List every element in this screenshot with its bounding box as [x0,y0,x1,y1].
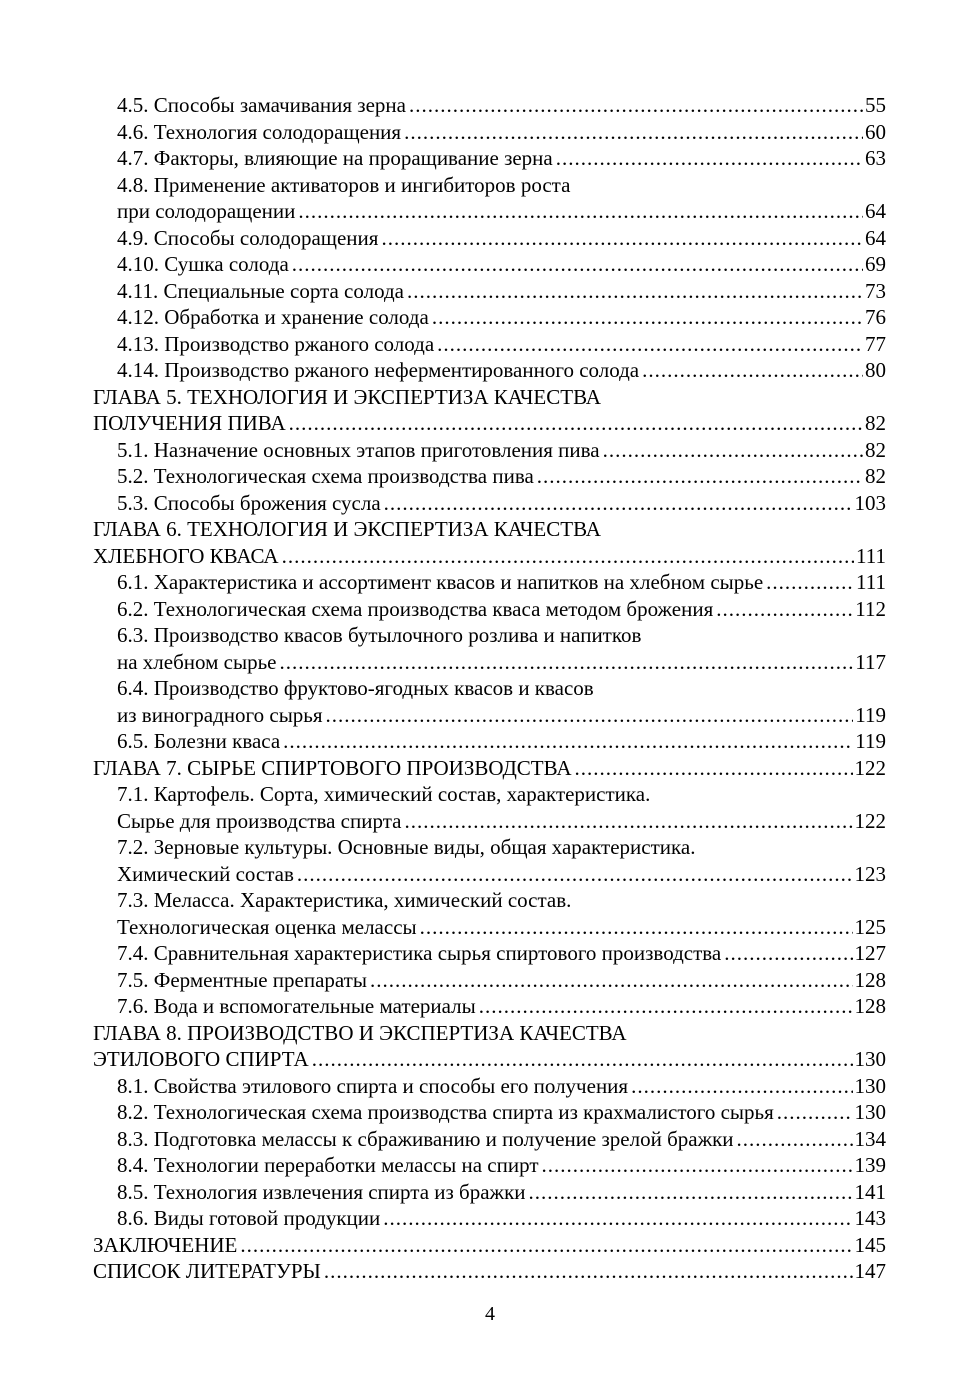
toc-entry [93,649,886,676]
toc-entry [93,225,886,252]
toc-entry-title: ГЛАВА 6. ТЕХНОЛОГИЯ И ЭКСПЕРТИЗА КАЧЕСТВА [93,517,601,541]
toc-entry [93,914,886,941]
toc-entry-title: ЗАКЛЮЧЕНИЕ [93,1232,238,1257]
toc-entry-title: 4.6. Технология солодоращения [117,119,402,144]
toc-entry-page: 147 [854,1259,886,1283]
toc-entry-title: при солодоращении [117,199,296,223]
toc-entry-title: 4.11. Специальные сорта солода [117,278,404,303]
toc-entry-title: 4.5. Способы замачивания зерна [117,93,406,117]
table-of-contents [93,92,886,1285]
dot-leader [240,1232,852,1259]
toc-entry [93,331,886,358]
toc-entry [93,702,886,729]
dot-leader [556,145,863,172]
dot-leader [737,1126,853,1153]
dot-leader [312,1046,853,1073]
toc-entry-page: 69 [865,252,886,276]
toc-entry [93,967,886,994]
dot-leader [383,1205,852,1232]
toc-entry-title: ГЛАВА 7. СЫРЬЕ СПИРТОВОГО ПРОИЗВОДСТВА [93,755,572,780]
toc-entry [93,940,886,967]
toc-entry [93,728,886,755]
toc-entry-title: 7.5. Ферментные препараты [117,967,367,992]
toc-entry [93,834,886,861]
toc-entry-title: 4.10. Сушка солода [117,252,289,276]
toc-entry [93,119,886,146]
dot-leader [282,543,854,570]
dot-leader [289,410,863,437]
toc-entry-page: 60 [865,119,886,144]
dot-leader [437,331,863,358]
page-number: 4 [485,1303,495,1325]
toc-entry [93,304,886,331]
dot-leader [529,1179,853,1206]
toc-entry-title: СПИСОК ЛИТЕРАТУРЫ [93,1259,321,1283]
toc-entry [93,384,886,411]
toc-entry-title: 4.9. Способы солодоращения [117,225,379,250]
toc-entry [93,145,886,172]
dot-leader [404,119,863,146]
toc-entry-page: 130 [854,1073,886,1098]
toc-entry-page: 139 [854,1153,886,1177]
toc-entry [93,596,886,623]
toc-entry-title: 7.2. Зерновые культуры. Основные виды, общая характеристика. [117,835,696,859]
toc-entry-page: 119 [855,729,886,753]
toc-entry-title: 5.2. Технологическая схема производства пива [117,464,534,488]
toc-entry [93,569,886,596]
toc-entry-title: 6.3. Производство квасов бутылочного розлива и напитков [117,623,642,647]
toc-entry-page: 145 [854,1232,886,1257]
toc-entry [93,1232,886,1259]
dot-leader [324,1258,853,1285]
toc-entry-title: ГЛАВА 5. ТЕХНОЛОГИЯ И ЭКСПЕРТИЗА КАЧЕСТВА [93,384,601,409]
dot-leader [542,1152,853,1179]
toc-entry-title: ГЛАВА 8. ПРОИЗВОДСТВО И ЭКСПЕРТИЗА КАЧЕСТВА [93,1020,627,1045]
toc-entry-page: 122 [854,755,886,780]
toc-entry-page: 123 [854,861,886,886]
toc-entry-title: Сырье для производства спирта [117,808,402,833]
dot-leader [716,596,853,623]
toc-entry-page: 55 [865,93,886,117]
toc-entry-page: 77 [865,331,886,356]
toc-entry-title: 8.4. Технологии переработки мелассы на спирт [117,1153,539,1177]
toc-entry-title: из виноградного сырья [117,702,323,727]
toc-entry-page: 122 [854,808,886,833]
toc-entry [93,1126,886,1153]
toc-entry [93,755,886,782]
dot-leader [642,357,863,384]
toc-entry-title: 8.2. Технологическая схема производства спирта из крахмалистого сырья [117,1100,774,1124]
toc-entry-title: 6.5. Болезни кваса [117,729,281,753]
toc-entry-page: 64 [865,199,886,223]
toc-entry [93,410,886,437]
toc-entry [93,490,886,517]
toc-entry-page: 141 [854,1179,886,1204]
toc-entry-title: 5.1. Назначение основных этапов приготовления пива [117,437,600,462]
toc-entry-page: 112 [855,596,886,621]
toc-entry-page: 111 [856,543,886,568]
dot-leader [370,967,853,994]
toc-entry-title: ЭТИЛОВОГО СПИРТА [93,1047,309,1071]
toc-entry-title: 8.5. Технология извлечения спирта из бражки [117,1179,526,1204]
toc-entry-title: Химический состав [117,861,294,886]
toc-entry [93,887,886,914]
toc-entry-page: 119 [855,702,886,727]
toc-entry [93,781,886,808]
toc-entry-page: 134 [854,1126,886,1151]
toc-entry-page: 80 [865,358,886,382]
toc-entry-page: 111 [856,570,886,594]
toc-entry [93,172,886,199]
toc-entry [93,1073,886,1100]
dot-leader [404,808,852,835]
toc-entry-page: 64 [865,225,886,250]
toc-entry-title: 4.8. Применение активаторов и ингибиторов роста [117,172,571,197]
toc-entry-title: 4.14. Производство ржаного неферментированного солода [117,358,640,382]
dot-leader [297,861,853,888]
toc-entry [93,278,886,305]
dot-leader [283,728,853,755]
toc-entry [93,357,886,384]
toc-entry-title: 7.4. Сравнительная характеристика сырья спиртового производства [117,941,722,965]
toc-entry [93,543,886,570]
toc-entry-title: Технологическая оценка мелассы [117,914,417,939]
dot-leader [537,463,863,490]
toc-entry-title: 7.1. Картофель. Сорта, химический состав, характеристика. [117,782,651,806]
toc-entry [93,198,886,225]
toc-entry [93,1258,886,1285]
dot-leader [479,993,853,1020]
toc-entry-title: 4.12. Обработка и хранение солода [117,305,429,329]
toc-entry [93,861,886,888]
toc-entry [93,92,886,119]
dot-leader [292,251,863,278]
toc-entry [93,251,886,278]
dot-leader [724,940,852,967]
toc-entry-page: 82 [865,464,886,488]
dot-leader [631,1073,852,1100]
toc-entry [93,1179,886,1206]
toc-entry-title: 6.1. Характеристика и ассортимент квасов и напитков на хлебном сырье [117,570,764,594]
toc-entry [93,1205,886,1232]
toc-entry-title: 8.6. Виды готовой продукции [117,1206,381,1230]
toc-entry-page: 117 [855,649,886,674]
dot-leader [280,649,854,676]
toc-entry-title: 5.3. Способы брожения сусла [117,490,381,515]
toc-entry-title: 6.2. Технологическая схема производства кваса методом брожения [117,596,714,621]
dot-leader [381,225,863,252]
dot-leader [777,1099,853,1126]
toc-entry-page: 82 [865,411,886,435]
toc-entry [93,622,886,649]
toc-entry [93,463,886,490]
toc-entry-title: на хлебном сырье [117,649,277,674]
toc-entry-page: 103 [854,490,886,515]
toc-entry-page: 128 [854,994,886,1018]
toc-entry [93,993,886,1020]
toc-entry-page: 82 [865,437,886,462]
dot-leader [326,702,854,729]
toc-entry-title: ХЛЕБНОГО КВАСА [93,543,279,568]
toc-entry-title: 8.1. Свойства этилового спирта и способы его получения [117,1073,629,1098]
toc-entry-page: 127 [854,941,886,965]
dot-leader [409,92,863,119]
toc-entry-page: 125 [854,914,886,939]
toc-entry-title: 7.6. Вода и вспомогательные материалы [117,994,476,1018]
toc-entry-title: 7.3. Меласса. Характеристика, химический состав. [117,888,572,912]
toc-entry [93,1152,886,1179]
dot-leader [766,569,854,596]
toc-entry-page: 73 [865,278,886,303]
dot-leader [407,278,863,305]
toc-entry-page: 143 [854,1206,886,1230]
dot-leader [575,755,853,782]
toc-entry-page: 76 [865,305,886,329]
toc-entry-page: 128 [854,967,886,992]
dot-leader [603,437,863,464]
toc-entry-title: 4.13. Производство ржаного солода [117,331,435,356]
toc-entry [93,437,886,464]
toc-entry [93,1046,886,1073]
dot-leader [432,304,863,331]
toc-entry-title: 4.7. Факторы, влияющие на проращивание зерна [117,146,553,170]
toc-entry [93,516,886,543]
dot-leader [298,198,863,225]
toc-entry-page: 130 [854,1047,886,1071]
toc-entry [93,1099,886,1126]
toc-entry-title: ПОЛУЧЕНИЯ ПИВА [93,411,286,435]
toc-entry-title: 6.4. Производство фруктово-ягодных квасов и квасов [117,676,594,700]
toc-entry [93,675,886,702]
toc-entry [93,808,886,835]
toc-entry-page: 63 [865,146,886,170]
toc-entry-page: 130 [854,1100,886,1124]
dot-leader [420,914,853,941]
toc-entry [93,1020,886,1047]
dot-leader [384,490,853,517]
toc-entry-title: 8.3. Подготовка мелассы к сбраживанию и получение зрелой бражки [117,1126,734,1151]
